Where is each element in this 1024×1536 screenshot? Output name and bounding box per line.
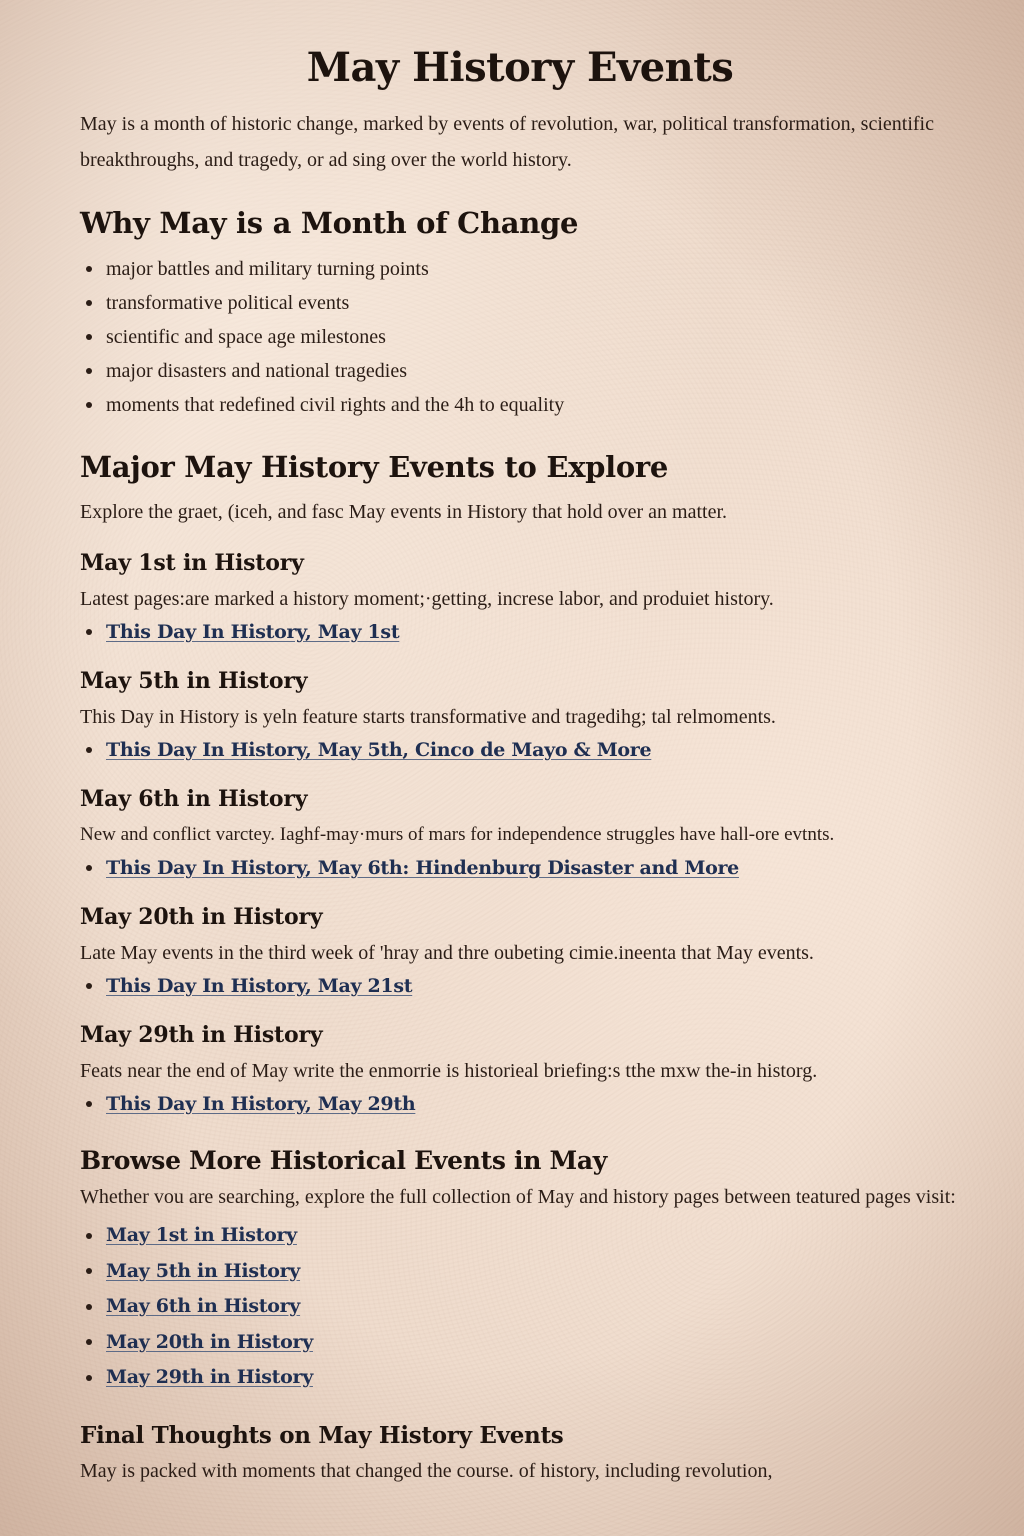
browse-intro: Whether vou are searching, explore the full collection of May and history pages between teatured pages visit: [80, 1186, 956, 1208]
link-this-day-may-6[interactable]: This Day In History, May 6th: Hindenburg Disaster and More [106, 857, 739, 879]
bullet-icon [86, 1233, 92, 1239]
bullet-icon [86, 1268, 92, 1274]
browse-link-item [80, 1360, 960, 1396]
link-this-day-may-21[interactable]: This Day In History, May 21st [106, 975, 413, 997]
why-list-item [80, 354, 960, 388]
day-description: Feats near the end of May write the enmorrie is historieal briefing:s tthe mxw the-in historg. [80, 1060, 818, 1082]
final-thoughts-section [80, 1422, 960, 1489]
link-may-1-history[interactable]: May 1st in History [106, 1224, 297, 1246]
day-description: Latest pages:are marked a history moment;·getting, increse labor, and produiet history. [80, 588, 774, 610]
why-section [80, 206, 960, 422]
day-block-may-1 [80, 548, 960, 648]
day-heading: May 29th in History [80, 1022, 323, 1048]
bullet-icon [86, 629, 92, 635]
bullet-icon [86, 334, 92, 340]
why-list-item [80, 388, 960, 422]
day-link-item [80, 970, 960, 1002]
why-item-text: major battles and military turning points [106, 258, 429, 280]
browse-link-item [80, 1325, 960, 1361]
why-heading: Why May is a Month of Change [80, 206, 579, 240]
link-may-29-history[interactable]: May 29th in History [106, 1366, 313, 1388]
day-heading: May 5th in History [80, 668, 308, 694]
day-link-item [80, 734, 960, 766]
intro-paragraph: May is a month of historic change, marked by events of revolution, war, political transformation, scientific breakthroughs, and tragedy, or ad sing over the world history. [80, 113, 934, 171]
day-heading: May 20th in History [80, 904, 323, 930]
link-may-6-history[interactable]: May 6th in History [106, 1295, 301, 1317]
why-item-text: moments that redefined civil rights and the 4h to equality [106, 394, 565, 416]
day-link-list [80, 1088, 960, 1120]
day-link-item [80, 616, 960, 648]
day-link-list [80, 734, 960, 766]
why-item-text: scientific and space age milestones [106, 326, 386, 348]
bullet-icon [86, 368, 92, 374]
why-list-item [80, 320, 960, 354]
browse-heading: Browse More Historical Events in May [80, 1146, 607, 1175]
why-list-item [80, 252, 960, 286]
browse-link-item [80, 1218, 960, 1254]
link-this-day-may-29[interactable]: This Day In History, May 29th [106, 1093, 416, 1115]
day-description: This Day in History is yeln feature starts transformative and tragedihg; tal relmoments. [80, 706, 776, 728]
link-this-day-may-1[interactable]: This Day In History, May 1st [106, 621, 400, 643]
link-this-day-may-5[interactable]: This Day In History, May 5th, Cinco de Mayo & More [106, 739, 652, 761]
final-thoughts-text: May is packed with moments that changed the course. of history, including revolution, [80, 1459, 773, 1482]
bullet-icon [86, 402, 92, 408]
link-may-5-history[interactable]: May 5th in History [106, 1259, 301, 1282]
article [80, 40, 960, 1489]
day-link-item [80, 852, 960, 884]
day-link-item [80, 1088, 960, 1120]
day-block-may-6 [80, 784, 960, 884]
bullet-icon [86, 865, 92, 871]
major-events-section [80, 450, 960, 1120]
browse-section [80, 1146, 960, 1396]
major-events-heading: Major May History Events to Explore [80, 450, 669, 484]
day-block-may-5 [80, 666, 960, 766]
day-link-list [80, 970, 960, 1002]
bullet-icon [86, 300, 92, 306]
day-heading: May 6th in History [80, 786, 308, 812]
bullet-icon [86, 1375, 92, 1381]
why-list [80, 252, 960, 422]
day-heading: May 1st in History [80, 550, 304, 576]
link-may-20-history[interactable]: May 20th in History [106, 1330, 313, 1353]
page-title: May History Events [306, 44, 734, 91]
day-description: Late May events in the third week of 'hray and thre oubeting cimie.ineenta that May events. [80, 942, 814, 964]
browse-link-item [80, 1254, 960, 1290]
bullet-icon [86, 983, 92, 989]
day-block-may-20 [80, 902, 960, 1002]
bullet-icon [86, 1339, 92, 1345]
why-item-text: transformative political events [106, 292, 350, 314]
bullet-icon [86, 747, 92, 753]
bullet-icon [86, 1304, 92, 1310]
day-description: New and conflict varctey. Iaghf-may·murs of mars for independence struggles have hall-ore evtnts. [80, 824, 835, 845]
final-thoughts-heading: Final Thoughts on May History Events [80, 1421, 564, 1449]
major-events-intro: Explore the graet, (iceh, and fasc May events in History that hold over an matter. [80, 501, 728, 523]
bullet-icon [86, 266, 92, 272]
browse-link-item [80, 1289, 960, 1325]
day-link-list [80, 852, 960, 884]
day-link-list [80, 616, 960, 648]
browse-link-list [80, 1218, 960, 1396]
why-item-text: major disasters and national tragedies [106, 360, 408, 382]
bullet-icon [86, 1101, 92, 1107]
why-list-item [80, 286, 960, 320]
day-block-may-29 [80, 1020, 960, 1120]
